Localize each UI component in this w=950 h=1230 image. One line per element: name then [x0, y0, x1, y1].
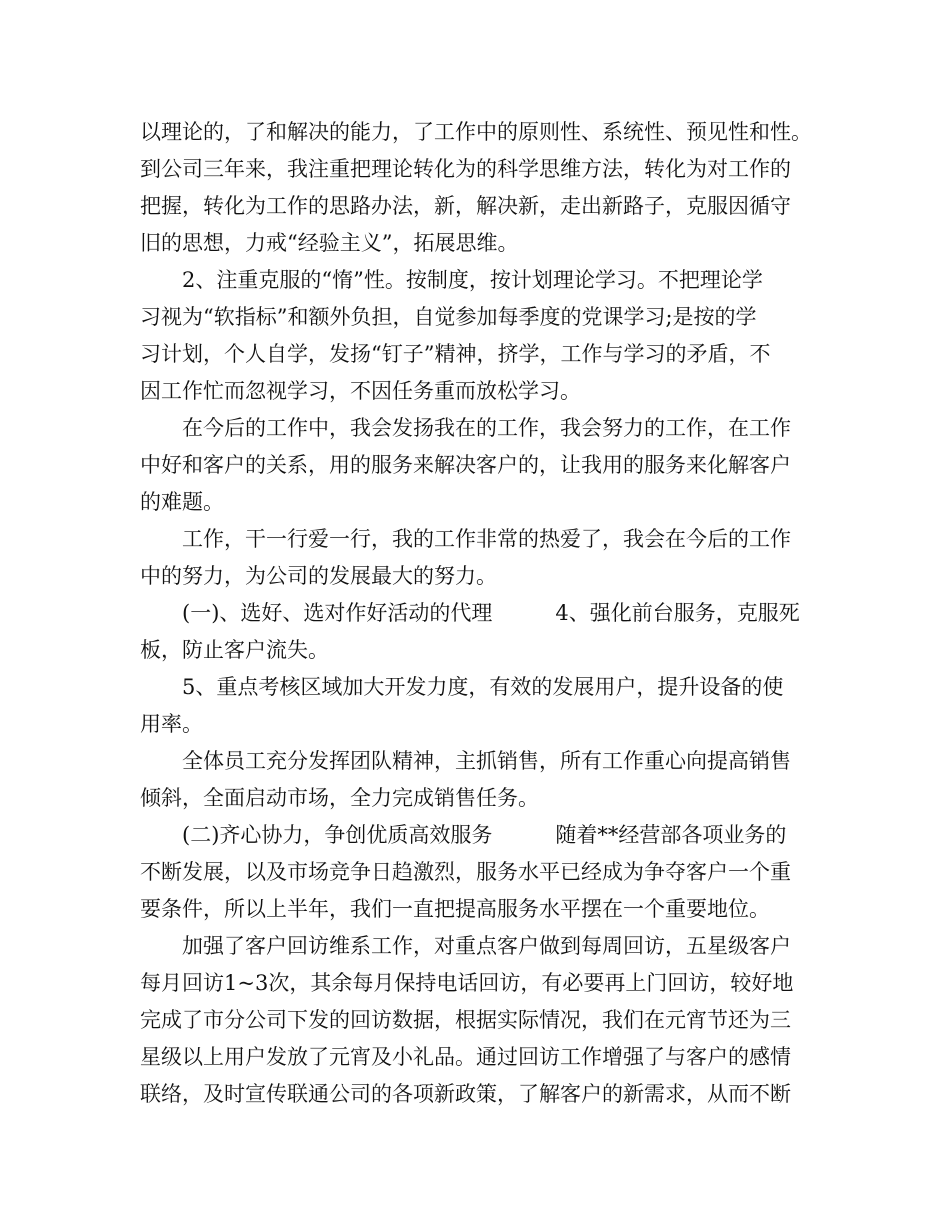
- text-line: 板，防止客户流失。: [140, 638, 329, 662]
- text-line: 要条件，所以上半年，我们一直把提高服务水平摆在一个重要地位。: [140, 897, 770, 921]
- text-line: 在今后的工作中，我会发扬我在的工作，我会努力的工作，在工作: [182, 416, 791, 440]
- text-line: (一)、选好、选对作好活动的代理 4、强化前台服务，克服死: [182, 601, 800, 625]
- text-line: (二)齐心协力，争创优质高效服务 随着**经营部各项业务的: [182, 823, 787, 847]
- text-line: 不断发展，以及市场竞争日趋激烈，服务水平已经成为争夺客户一个重: [140, 860, 791, 884]
- text-line: 到公司三年来，我注重把理论转化为的科学思维方法，转化为对工作的: [140, 157, 791, 181]
- text-line: 习计划，个人自学，发扬“钉子”精神，挤学，工作与学习的矛盾，不: [140, 342, 771, 366]
- text-line: 旧的思想，力戒“经验主义”，拓展思维。: [140, 231, 519, 255]
- text-line: 2、注重克服的“惰”性。按制度，按计划理论学习。不把理论学: [182, 268, 763, 292]
- text-line: 把握，转化为工作的思路办法，新，解决新，走出新路子，克服因循守: [140, 194, 791, 218]
- text-line: 完成了市分公司下发的回访数据，根据实际情况，我们在元宵节还为三: [140, 1008, 791, 1032]
- text-line: 以理论的，了和解决的能力，了工作中的原则性、系统性、预见性和性。: [140, 120, 812, 144]
- text-line: 星级以上用户发放了元宵及小礼品。通过回访工作增强了与客户的感情: [140, 1045, 791, 1069]
- text-line: 因工作忙而忽视学习，不因任务重而放松学习。: [140, 379, 581, 403]
- text-line: 联络，及时宣传联通公司的各项新政策，了解客户的新需求，从而不断: [140, 1082, 791, 1106]
- text-line: 工作，干一行爱一行，我的工作非常的热爱了，我会在今后的工作: [182, 527, 791, 551]
- text-line: 每月回访1~3次，其余每月保持电话回访，有必要再上门回访，较好地: [140, 971, 794, 995]
- text-line: 加强了客户回访维系工作，对重点客户做到每周回访，五星级客户: [182, 934, 791, 958]
- text-line: 5、重点考核区域加大开发力度，有效的发展用户，提升设备的使: [182, 675, 784, 699]
- text-line: 的难题。: [140, 490, 224, 514]
- text-line: 倾斜，全面启动市场，全力完成销售任务。: [140, 786, 539, 810]
- text-line: 习视为“软指标”和额外负担，自觉参加每季度的党课学习;是按的学: [140, 305, 757, 329]
- text-line: 用率。: [140, 712, 203, 736]
- text-line: 全体员工充分发挥团队精神，主抓销售，所有工作重心向提高销售: [182, 749, 791, 773]
- text-line: 中的努力，为公司的发展最大的努力。: [140, 564, 497, 588]
- text-line: 中好和客户的关系，用的服务来解决客户的，让我用的服务来化解客户: [140, 453, 791, 477]
